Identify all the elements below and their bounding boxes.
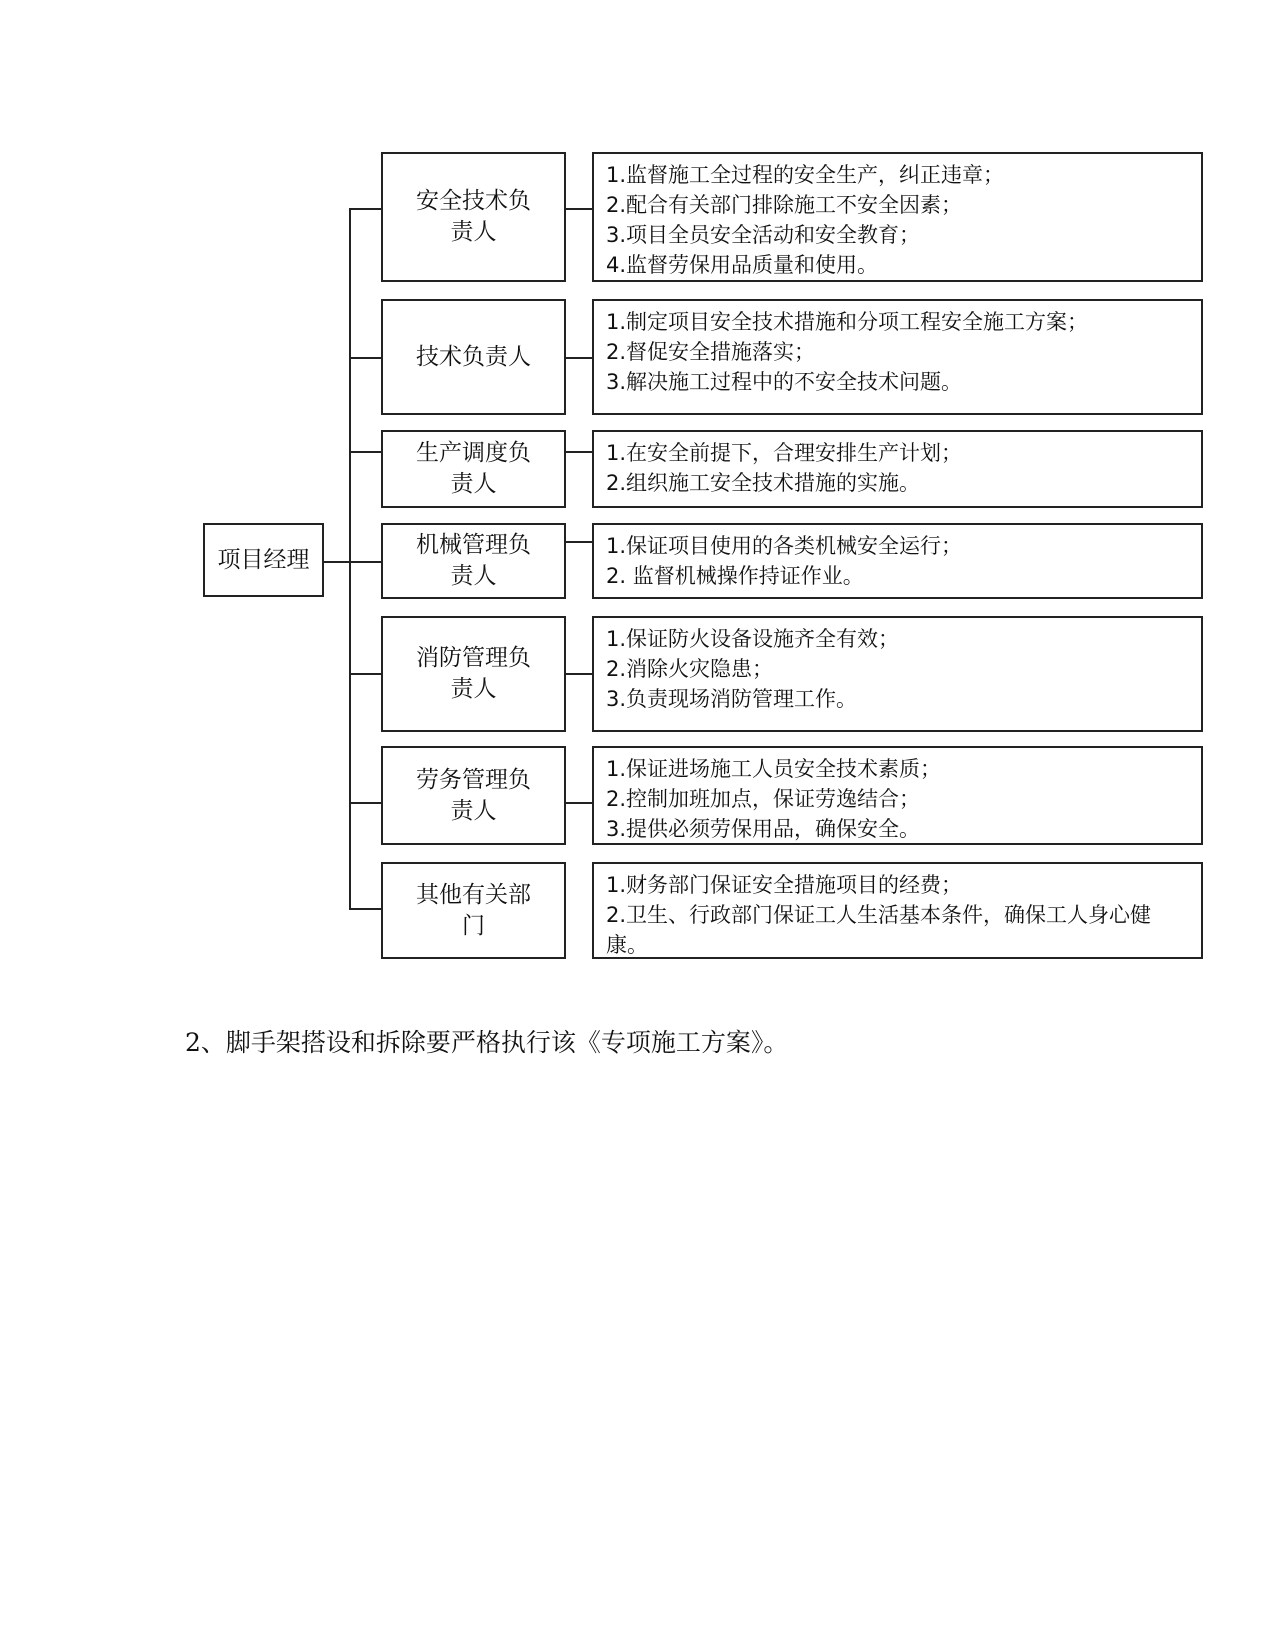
role-label: 劳务管理负责人: [416, 766, 531, 824]
duty-line: 1.财务部门保证安全措施项目的经费；: [606, 873, 963, 897]
duty-line: 2.卫生、行政部门保证工人生活基本条件，确保工人身心健康。: [606, 903, 1152, 957]
role-label: 安全技术负责人: [416, 188, 531, 245]
role-box: [381, 523, 566, 599]
duty-line: 2.消除火灾隐患；: [606, 657, 774, 681]
duty-line: 1.监督施工全过程的安全生产，纠正违章；: [606, 163, 1005, 187]
role-label: 消防管理负责人: [416, 645, 531, 702]
role-box: [381, 862, 566, 959]
root-connector: [324, 561, 351, 563]
duty-line: 1.保证进场施工人员安全技术素质；: [606, 757, 942, 781]
role-box: [381, 299, 566, 415]
duty-line: 2.控制加班加点，保证劳逸结合；: [606, 787, 921, 811]
clause-paragraph: 2、脚手架搭设和拆除要严格执行该《专项施工方案》。: [185, 1028, 789, 1057]
duty-box: [592, 862, 1203, 959]
role-box: [381, 746, 566, 845]
duty-line: 3.项目全员安全活动和安全教育；: [606, 223, 921, 247]
duty-connector: [566, 451, 592, 453]
branch-connector: [349, 357, 381, 359]
duty-line: 1.保证防火设备设施齐全有效；: [606, 627, 900, 651]
duty-line: 2. 监督机械操作持证作业。: [606, 564, 864, 588]
duty-line: 1.保证项目使用的各类机械安全运行；: [606, 534, 963, 558]
root-label: 项目经理: [217, 546, 310, 573]
duty-box: [592, 152, 1203, 282]
duty-line: 1.制定项目安全技术措施和分项工程安全施工方案；: [606, 310, 1089, 334]
branch-connector: [349, 673, 381, 675]
duty-connector: [566, 802, 592, 804]
duty-connector: [566, 673, 592, 675]
branch-connector: [349, 208, 381, 210]
duty-box: [592, 299, 1203, 415]
duty-line: 3.解决施工过程中的不安全技术问题。: [606, 370, 963, 394]
role-box: [381, 616, 566, 732]
branch-connector: [349, 451, 381, 453]
duty-box: [592, 616, 1203, 732]
duty-line: 2.督促安全措施落实；: [606, 340, 816, 364]
role-label: 技术负责人: [416, 343, 531, 370]
role-label: 其他有关部门: [416, 881, 531, 939]
duty-connector: [566, 541, 592, 543]
duty-line: 3.负责现场消防管理工作。: [606, 687, 858, 711]
duty-connector: [566, 357, 592, 359]
duty-line: 2.组织施工安全技术措施的实施。: [606, 471, 921, 495]
duty-connector: [566, 208, 592, 210]
role-label: 生产调度负责人: [416, 440, 531, 497]
root-box: [203, 523, 324, 597]
spine-line: [349, 208, 351, 910]
duty-line: 4.监督劳保用品质量和使用。: [606, 253, 879, 277]
duty-line: 3.提供必须劳保用品，确保安全。: [606, 817, 921, 841]
duty-box: [592, 430, 1203, 508]
branch-connector: [349, 908, 381, 910]
branch-connector: [349, 561, 381, 563]
branch-connector: [349, 802, 381, 804]
duty-line: 1.在安全前提下，合理安排生产计划；: [606, 441, 963, 465]
role-label: 机械管理负责人: [416, 532, 531, 589]
role-box: [381, 152, 566, 282]
duty-box: [592, 746, 1203, 845]
role-box: [381, 430, 566, 508]
duty-line: 2.配合有关部门排除施工不安全因素；: [606, 193, 963, 217]
duty-box: [592, 523, 1203, 599]
